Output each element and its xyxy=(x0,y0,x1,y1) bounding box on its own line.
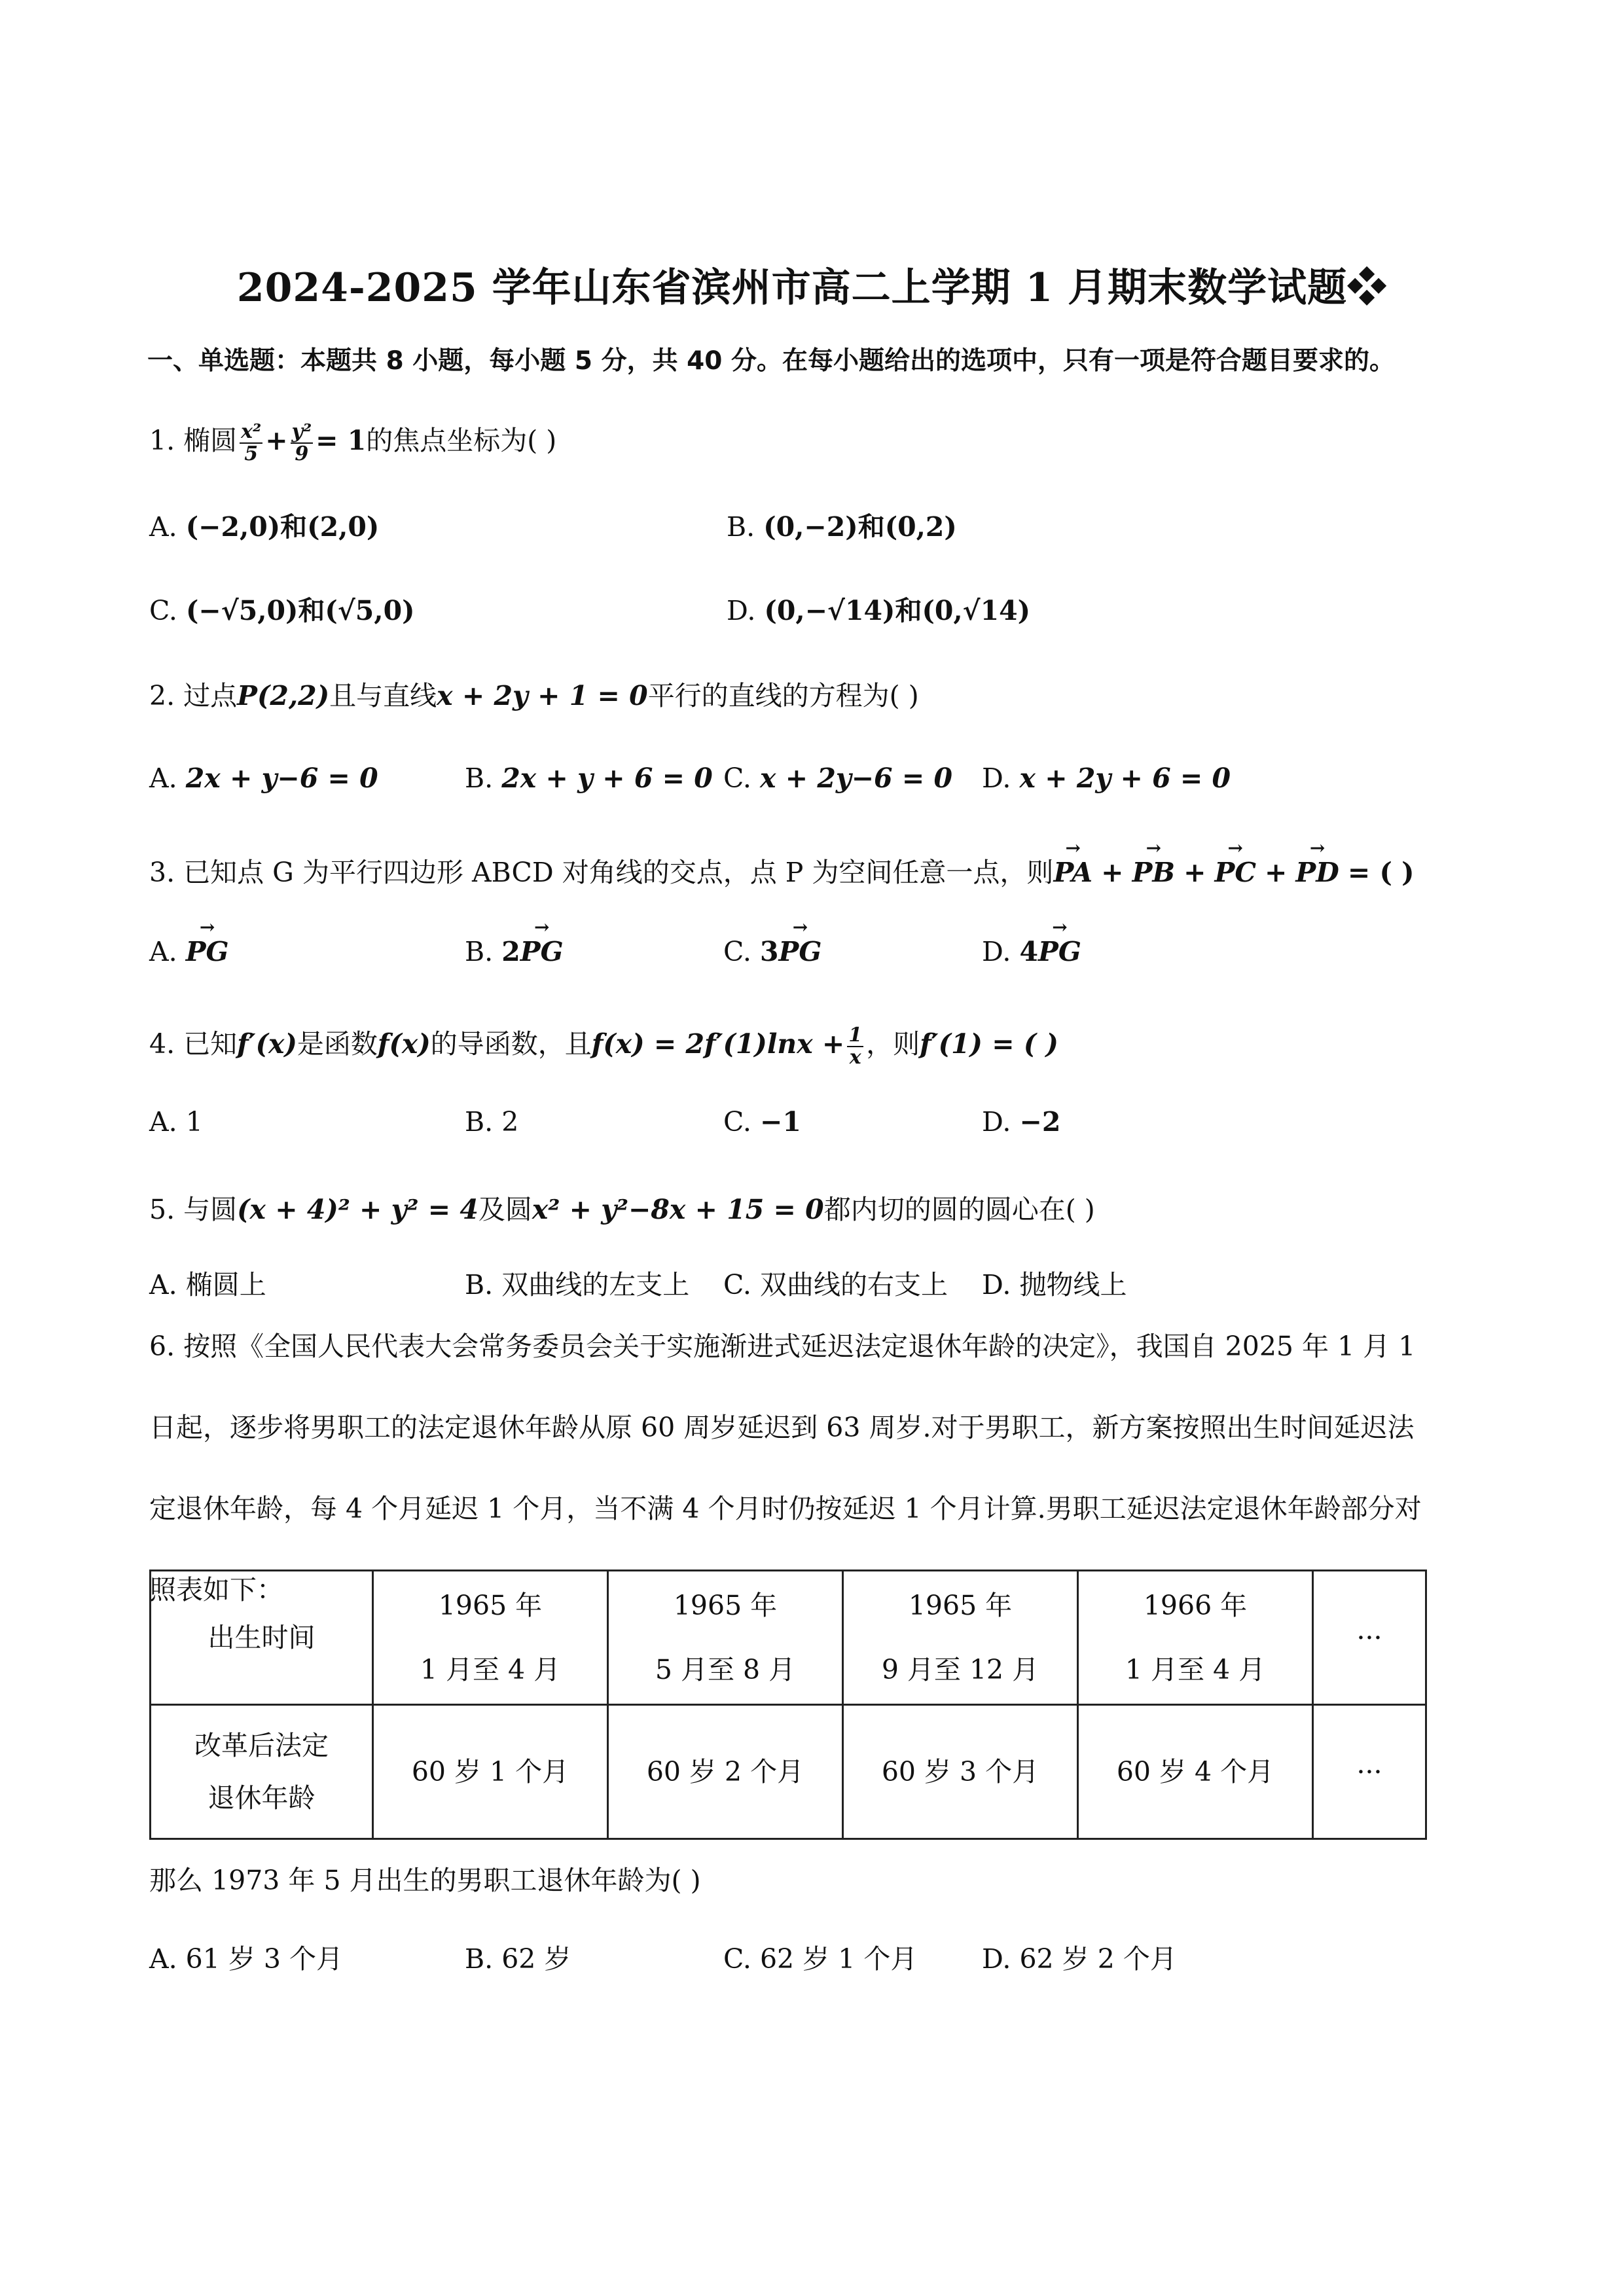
q1-option-d: D. (0,−√14)和(0,√14) xyxy=(727,595,1031,626)
q4-equation: f(x) = 2f′(1)lnx + xyxy=(591,1028,845,1060)
q5-option-b: B. 双曲线的左支上 xyxy=(465,1269,690,1300)
q1-suffix: 的焦点坐标为( ) xyxy=(366,425,557,456)
q3-option-a: A. → PG xyxy=(149,936,229,967)
question-4: 4. 已知f′(x)是函数f(x)的导函数，且f(x) = 2f′(1)lnx + $\frac{1}{x}$ ，则f′(1) = ( ) xyxy=(149,1023,1058,1069)
q1-frac-y: $\frac{\text{y²}}{9}$ xyxy=(291,420,312,465)
vector-pc: → PC xyxy=(1215,857,1256,888)
q5-option-d: D. 抛物线上 xyxy=(982,1269,1127,1300)
table-cell: 1965 年 5 月至 8 月 xyxy=(608,1571,843,1705)
q1-plus: + xyxy=(265,425,288,456)
vector-pd: → PD xyxy=(1295,857,1339,888)
q3-option-d: D. 4→ PG xyxy=(982,936,1081,967)
question-1 xyxy=(149,419,556,465)
question-3: 3. 已知点 G 为平行四边形 ABCD 对角线的交点，点 P 为空间任意一点，则→ PA + → PB + → PC + → PD = ( ) xyxy=(149,851,1415,889)
q2-option-a: A. 2x + y−6 = 0 xyxy=(149,762,378,794)
q6-line-2: 日起，逐步将男职工的法定退休年龄从原 60 周岁延迟到 63 周岁.对于男职工，新方案按照出生时间延迟法 xyxy=(149,1412,1415,1443)
table-cell: 60 岁 1 个月 xyxy=(373,1705,608,1839)
table-cell: 60 岁 3 个月 xyxy=(843,1705,1078,1839)
q1-option-a: A. (−2,0)和(2,0) xyxy=(149,511,380,543)
table-cell: 1966 年 1 月至 4 月 xyxy=(1078,1571,1313,1705)
q1-eq: = 1 xyxy=(316,425,367,456)
q3-option-c: C. 3→ PG xyxy=(723,936,821,967)
q6-option-b: B. 62 岁 xyxy=(465,1943,571,1975)
q6-line-1: 6. 按照《全国人民代表大会常务委员会关于实施渐进式延迟法定退休年龄的决定》，我国自 2025 年 1 月 1 xyxy=(149,1331,1416,1362)
retirement-age-table xyxy=(149,1570,1427,1840)
q2-option-c: C. x + 2y−6 = 0 xyxy=(723,762,953,794)
table-header-age: 改革后法定 退休年龄 xyxy=(151,1705,373,1839)
table-cell: 1965 年 9 月至 12 月 xyxy=(843,1571,1078,1705)
q1-frac-x: $\frac{\text{x²}}{5}$ xyxy=(241,420,262,465)
vector-pb: → PB xyxy=(1132,857,1175,888)
q6-line-4: 照表如下： xyxy=(149,1574,283,1605)
section-heading: 一、单选题：本题共 8 小题，每小题 5 分，共 40 分。在每小题给出的选项中，只有一项是符合题目要求的。 xyxy=(147,346,1396,376)
table-ellipsis: ··· xyxy=(1313,1705,1426,1839)
q6-question: 那么 1973 年 5 月出生的男职工退休年龄为( ) xyxy=(149,1865,701,1896)
table-row xyxy=(151,1705,1426,1839)
q5-option-c: C. 双曲线的右支上 xyxy=(723,1269,948,1300)
q5-circle-1: (x + 4)² + y² = 4 xyxy=(237,1194,478,1225)
q3-option-b: B. 2→ PG xyxy=(465,936,564,967)
q2-option-b: B. 2x + y + 6 = 0 xyxy=(465,762,713,794)
q2-line: x + 2y + 1 = 0 xyxy=(437,680,648,711)
q2-point: P(2,2) xyxy=(237,680,330,711)
table-row xyxy=(151,1571,1426,1705)
table-cell: 1965 年 1 月至 4 月 xyxy=(373,1571,608,1705)
table-cell: 60 岁 2 个月 xyxy=(608,1705,843,1839)
q4-option-c: C. −1 xyxy=(723,1106,801,1138)
table-header-birth: 出生时间 xyxy=(151,1571,373,1705)
q1-prefix: 1. 椭圆 xyxy=(149,425,238,456)
q4-option-a: A. 1 xyxy=(149,1106,203,1138)
table-ellipsis: ··· xyxy=(1313,1571,1426,1705)
q5-circle-2: x² + y²−8x + 15 = 0 xyxy=(532,1194,824,1225)
vector-pa: → PA xyxy=(1053,857,1092,888)
question-5: 5. 与圆(x + 4)² + y² = 4及圆x² + y²−8x + 15 = 0都内切的圆的圆心在( ) xyxy=(149,1194,1095,1225)
q1-option-b: B. (0,−2)和(0,2) xyxy=(727,511,957,543)
q4-frac: $\frac{1}{x}$ xyxy=(848,1023,863,1069)
q6-line-3: 定退休年龄，每 4 个月延迟 1 个月，当不满 4 个月时仍按延迟 1 个月计算.男职工延迟法定退休年龄部分对 xyxy=(149,1493,1422,1524)
q4-option-b: B. 2 xyxy=(465,1106,519,1138)
q2-option-d: D. x + 2y + 6 = 0 xyxy=(982,762,1231,794)
page-title: 2024-2025 学年山东省滨州市高二上学期 1 月期末数学试题❖ xyxy=(236,265,1388,311)
table-cell: 60 岁 4 个月 xyxy=(1078,1705,1313,1839)
q1-option-c: C. (−√5,0)和(√5,0) xyxy=(149,595,415,626)
question-2: 2. 过点P(2,2)且与直线x + 2y + 1 = 0平行的直线的方程为( ) xyxy=(149,680,919,711)
q6-option-c: C. 62 岁 1 个月 xyxy=(723,1943,918,1975)
q4-option-d: D. −2 xyxy=(982,1106,1061,1138)
q6-option-d: D. 62 岁 2 个月 xyxy=(982,1943,1177,1975)
q6-option-a: A. 61 岁 3 个月 xyxy=(149,1943,344,1975)
q5-option-a: A. 椭圆上 xyxy=(149,1269,266,1300)
